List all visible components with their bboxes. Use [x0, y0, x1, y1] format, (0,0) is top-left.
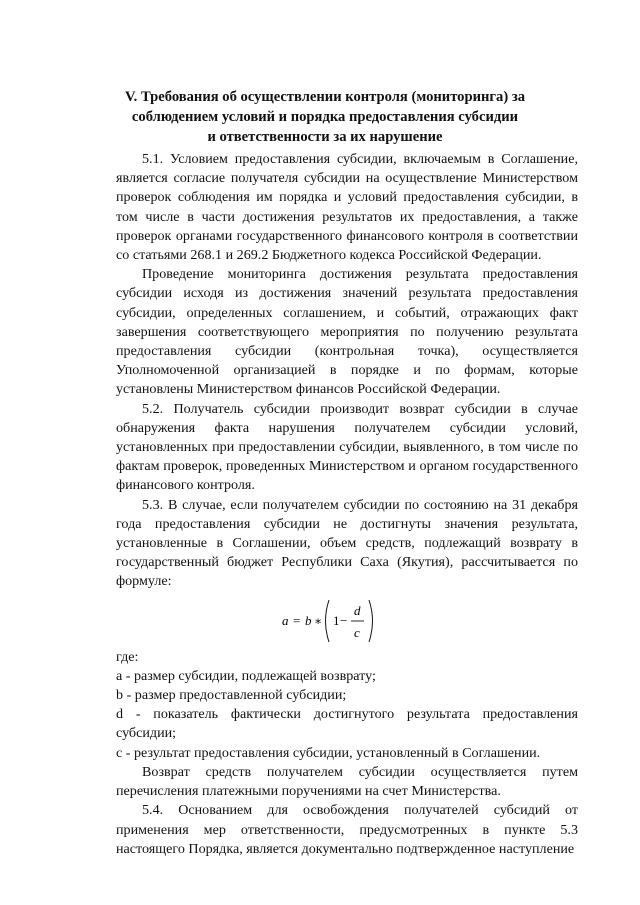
formula-denominator: c	[354, 624, 360, 640]
formula-one: 1	[333, 612, 340, 628]
formula-right-paren	[369, 600, 373, 642]
definition-a: а - размер субсидии, подлежащей возврату;	[116, 667, 376, 684]
formula-mult: ∗	[314, 613, 323, 628]
paragraph-5-2: 5.2. Получатель субсидии производит возврат субсидии в случае обнаружения факта нарушения получателем субсидии условий, установленных при предоставлении субсидии, выявленного, в том числе по фактам проверок, проведенных Министерством и органом государственного финансового контроля.	[116, 400, 578, 494]
definition-c: с - результат предоставления субсидии, установленный в Соглашении.	[116, 744, 541, 761]
paragraph-5-1: 5.1. Условием предоставления субсидии, включаемым в Соглашение, является согласие получателя субсидии на осуществление Министерством проверок соблюдения им порядка и условий предоставления субсидии, в том числе в части достижения результатов их предоставления, а также проверок органами государственного финансового контроля в соответствии со статьями 268.1 и 269.2 Бюджетного кодекса Российской Федерации.	[116, 151, 578, 264]
formula-graphic	[276, 594, 416, 648]
definitions-where: где:	[116, 648, 139, 665]
heading-line-3: и ответственности за их нарушение	[207, 129, 443, 145]
formula-minus: −	[340, 612, 348, 628]
formula-lhs: a	[282, 612, 289, 628]
document-body	[116, 150, 578, 859]
formula-b: b	[305, 612, 312, 628]
paragraph-refund: Возврат средств получателем субсидии осуществляется путем перечисления платежными поручениями на счет Министерства.	[116, 763, 578, 800]
definition-b: b - размер предоставленной субсидии;	[116, 687, 347, 704]
formula-equals: =	[293, 612, 301, 628]
heading-line-2: соблюдением условий и порядка предоставления субсидии	[131, 109, 519, 125]
heading-line-1: V. Требования об осуществлении контроля (мониторинга) за	[124, 89, 525, 105]
paragraph-monitoring: Проведение мониторинга достижения результата предоставления субсидии исходя из достижения значений результата предоставления субсидии, определенных соглашением, и событий, отражающих факт завершения соответствующего мероприятия по получению результата предоставления субсидии (контрольная точка), осуществляется Уполномоченной организацией в порядке и по формам, которые установлены Министерством финансов Российской Федерации.	[116, 266, 578, 398]
paragraph-5-3: 5.3. В случае, если получателем субсидии по состоянию на 31 декабря года предоставления субсидии не достигнуты значения результата, установленные в Соглашении, объем средств, подлежащий возврату в государственный бюджет Республики Саха (Якутия), рассчитывается по формуле:	[116, 496, 578, 590]
formula-numerator: d	[354, 602, 361, 618]
paragraph-5-4: 5.4. Основанием для освобождения получателей субсидий от применения мер ответственности, предусмотренных в пункте 5.3 настоящего Порядка, является документально подтвержденное наступление	[116, 802, 578, 857]
section-heading	[90, 87, 560, 147]
formula-left-paren	[326, 600, 330, 642]
refund-formula	[116, 592, 578, 648]
definition-d: d - показатель фактически достигнутого результата предоставления субсидии;	[116, 706, 578, 742]
